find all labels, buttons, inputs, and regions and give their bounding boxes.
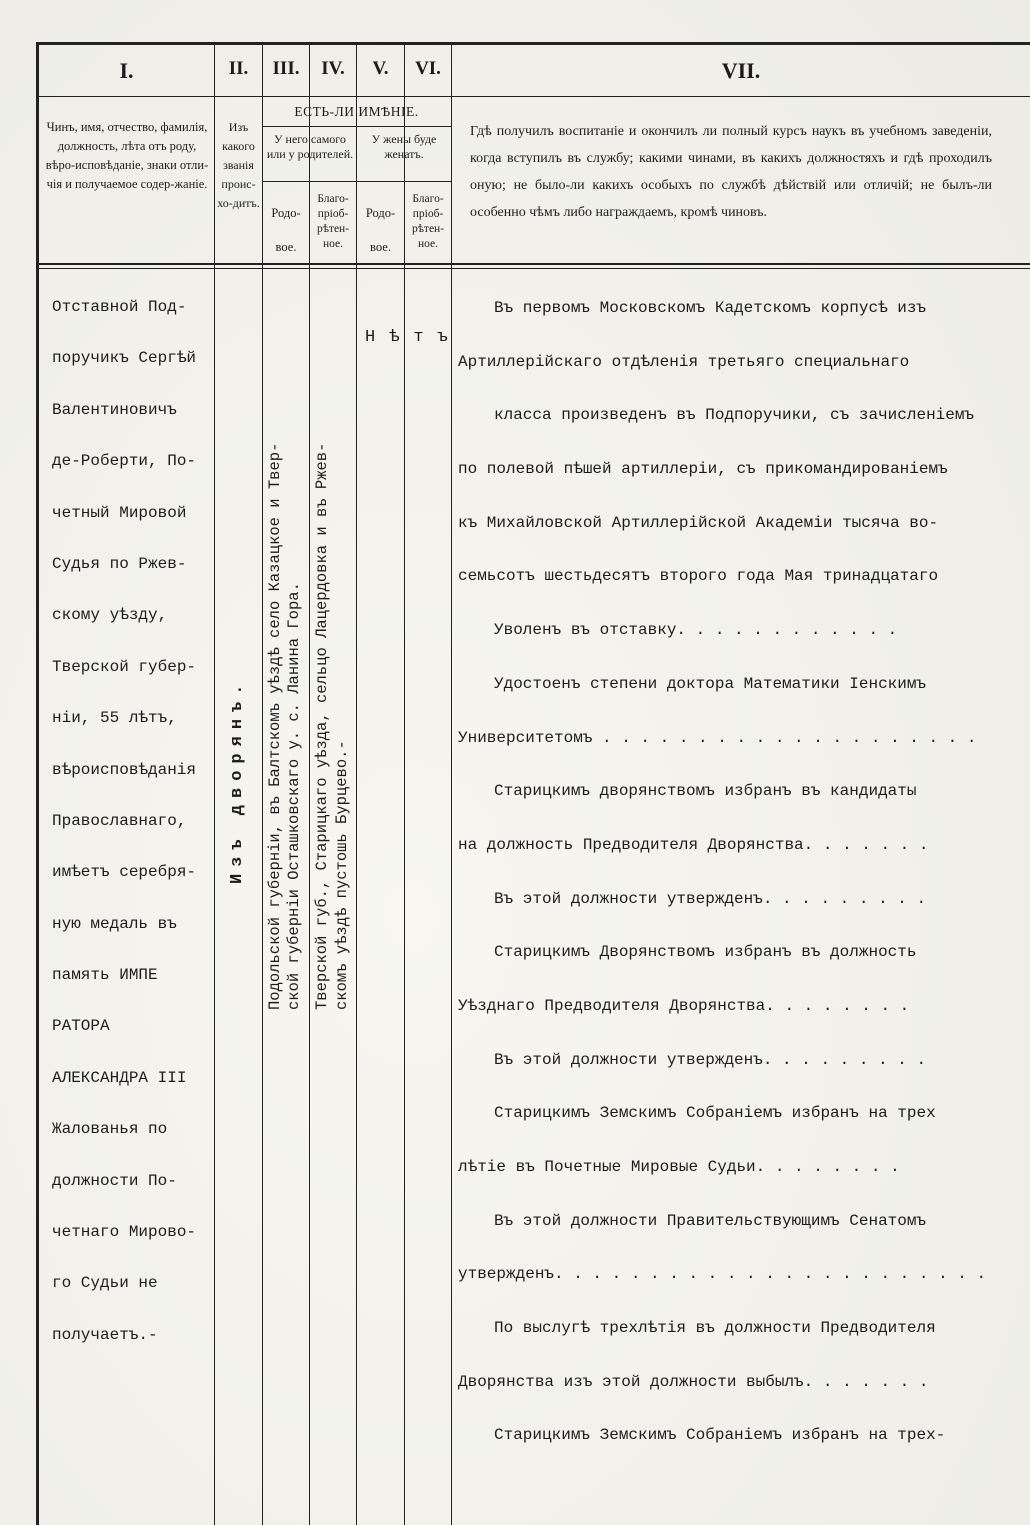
- col-number-6: VI.: [415, 58, 441, 79]
- estate-header: ЕСТЬ-ЛИ ИМѢНІЕ.: [294, 104, 419, 119]
- col7-line: утвержденъ. . . . . . . . . . . . . . . . . . . . . . .: [458, 1265, 987, 1284]
- col7-line: Въ первомъ Московскомъ Кадетскомъ корпусѣ изъ: [494, 299, 927, 317]
- col-number-1: I.: [119, 58, 134, 83]
- col7-line: Артиллерійскаго отдѣленія третьяго специальнаго: [458, 352, 910, 371]
- col3-estate-line-1: Подольской губерніи, въ Балтскомъ уѣздѣ село Казацкое и Твер-: [266, 442, 284, 1010]
- rodovoe-header-wife: Родо-вое.: [365, 206, 396, 254]
- col1-line: Отставной Под-: [52, 298, 187, 316]
- col7-line: по полевой пѣшей артиллеріи, съ прикомандированіемъ: [458, 460, 948, 479]
- rodovoe-header-own: Родо-вое.: [271, 206, 301, 254]
- col1-line: АЛЕКСАНДРА III: [52, 1068, 187, 1087]
- col1-line: должности По-: [52, 1171, 177, 1190]
- col1-line: Православнаго,: [52, 811, 187, 830]
- col1-line: имѣетъ серебря-: [52, 863, 197, 882]
- col7-line: Старицкимъ Дворянствомъ избранъ въ должность: [494, 943, 917, 962]
- col4-estate-line-2: скомъ уѣздѣ пустошь Бурцево.-: [333, 740, 351, 1010]
- col1-header: Чинъ, имя, отчество, фамилія, должность, лѣта отъ роду, вѣро-исповѣданіе, знаки отли-чія и получаемое содер-жаніе.: [45, 120, 209, 191]
- col1-line: четнаго Мирово-: [52, 1223, 197, 1242]
- header-bottom-border: [39, 263, 1030, 265]
- header-bottom-border-2: [39, 268, 1030, 269]
- col-number-7: VII.: [721, 58, 761, 83]
- col7-line: Уволенъ въ отставку. . . . . . . . . . . .: [494, 621, 898, 640]
- col1-line: Судья по Ржев-: [52, 554, 187, 573]
- col-divider-2: [262, 42, 263, 1525]
- col1-line: четный Мировой: [52, 503, 187, 522]
- col1-line: де-Роберти, По-: [52, 452, 197, 471]
- col7-line: Университетомъ . . . . . . . . . . . . . . . . . . . .: [458, 728, 977, 747]
- col7-line: Старицкимъ Земскимъ Собраніемъ избранъ на трех-: [494, 1426, 946, 1445]
- estate-divider: [262, 126, 451, 127]
- number-row-divider: [39, 96, 1030, 97]
- col7-line: Старицкимъ Земскимъ Собраніемъ избранъ на трех: [494, 1104, 936, 1123]
- col7-line: Старицкимъ дворянствомъ избранъ въ кандидаты: [494, 782, 917, 801]
- col7-line: Въ этой должности Правительствующимъ Сенатомъ: [494, 1211, 927, 1230]
- col7-line: на должность Предводителя Дворянства. . . . . . .: [458, 835, 929, 854]
- col1-line: ніи, 55 лѣтъ,: [52, 709, 177, 728]
- col1-line: Тверской губер-: [52, 657, 197, 676]
- col7-line: класса произведенъ въ Подпоручики, съ зачисленіемъ: [494, 406, 975, 425]
- blago-header-own: Благо-пріоб-рѣтен-ное.: [316, 193, 350, 250]
- col4-estate-line-1: Тверской губ., Старицкаго уѣзда, сельцо Лацердовка и въ Ржев-: [313, 442, 331, 1010]
- col7-line: Дворянства изъ этой должности выбылъ. . . . . . .: [458, 1372, 929, 1391]
- col-number-5: V.: [372, 58, 389, 79]
- col-number-3: III.: [272, 58, 300, 79]
- col1-line: РАТОРА: [52, 1017, 110, 1036]
- col1-line: получаетъ.-: [52, 1325, 158, 1344]
- col1-line: Валентиновичъ: [52, 400, 177, 419]
- estate-sub-divider: [262, 181, 451, 182]
- own-estate-header: У него самого или у родителей.: [266, 132, 354, 161]
- blago-header-wife: Благо-пріоб-рѣтен-ное.: [411, 193, 445, 250]
- col-divider-6: [451, 42, 452, 1525]
- col1-line: поручикъ Сергѣй: [52, 349, 197, 368]
- col1-line: вѣроисповѣданія: [52, 760, 197, 779]
- col1-person-info: [52, 292, 230, 1371]
- col1-line: скому уѣзду,: [52, 606, 168, 625]
- col-divider-3: [309, 42, 310, 1525]
- col7-line: По выслугѣ трехлѣтія въ должности Предводителя: [494, 1319, 936, 1338]
- col7-line: къ Михайловской Артиллерійской Академіи тысяча во-: [458, 513, 939, 532]
- col7-service-history: [458, 293, 1020, 1474]
- col-divider-5: [404, 42, 405, 1525]
- col5-6-none-text: Нѣтъ: [365, 328, 462, 347]
- col7-header: Гдѣ получилъ воспитаніе и окончилъ ли полный курсъ наукъ въ учебномъ заведеніи, когда вступилъ въ службу; какими чинами, въ какихъ должностяхъ и гдѣ проходилъ оную; не было-ли какихъ особыхъ по службѣ дѣйствій или отличій; не былъ-ли особенно чѣмъ либо награждаемъ, кромѣ чиновъ.: [470, 124, 992, 220]
- col7-line: лѣтіе въ Почетные Мировые Судьи. . . . . . . .: [458, 1158, 900, 1176]
- wife-estate-header: У жены буде женатъ.: [371, 132, 437, 161]
- col7-line: семьсотъ шестьдесятъ второго года Мая тринадцатаго: [458, 567, 939, 586]
- col1-line: Жалованья по: [52, 1120, 168, 1139]
- col7-line: Въ этой должности утвержденъ. . . . . . . . .: [494, 889, 927, 908]
- col1-line: го Судьи не: [52, 1274, 158, 1293]
- col7-line: Удостоенъ степени доктора Математики Іенскимъ: [494, 674, 927, 693]
- col1-line: память ИМПЕ: [52, 966, 158, 985]
- col7-line: Въ этой должности утвержденъ. . . . . . . . .: [494, 1050, 927, 1069]
- col-divider-4: [356, 42, 357, 1525]
- col3-estate-line-2: ской губерніи Осташковскаго у. с. Ланина Гора.: [285, 582, 303, 1010]
- col2-header: Изъ какого званія проис-хо-дитъ.: [217, 120, 260, 210]
- col-number-4: IV.: [321, 58, 345, 79]
- col1-line: ную медаль въ: [52, 914, 177, 933]
- col7-line: Уѣзднаго Предводителя Дворянства. . . . . . . .: [458, 996, 910, 1015]
- col-number-2: II.: [228, 58, 249, 79]
- top-border: [36, 42, 1030, 45]
- col2-origin-text: Изъ дворянъ.: [228, 677, 247, 884]
